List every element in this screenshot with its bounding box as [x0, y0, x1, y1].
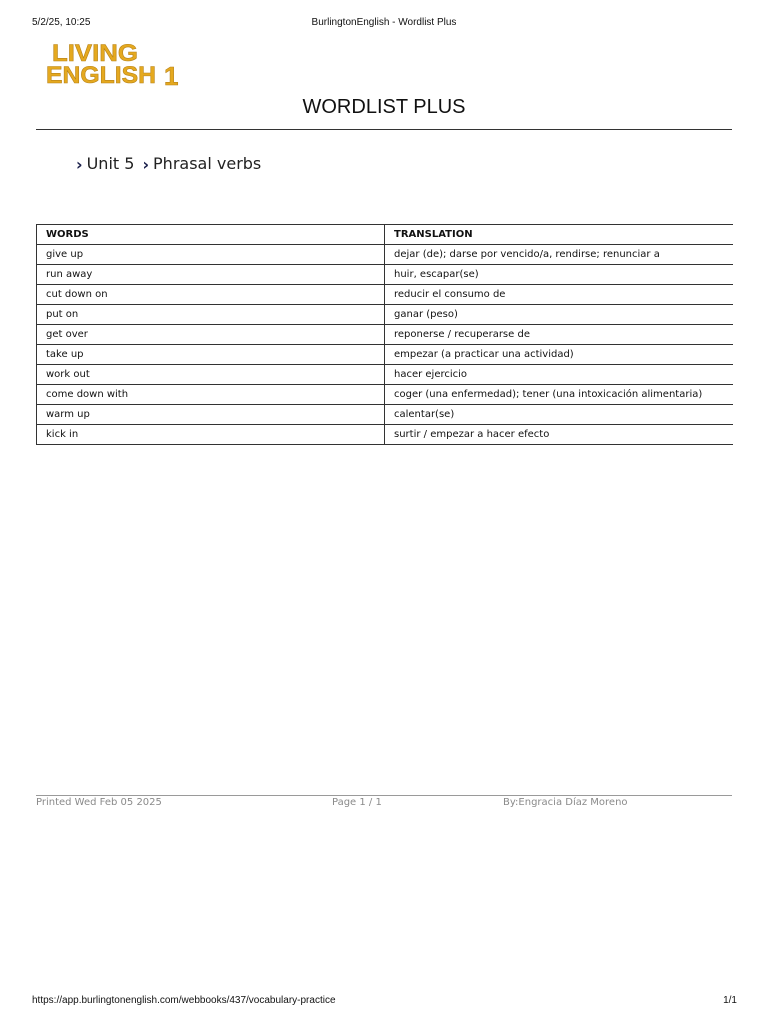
print-footer-url: https://app.burlingtonenglish.com/webbooks/437/vocabulary-practice [32, 995, 336, 1006]
print-header-datetime: 5/2/25, 10:25 [32, 17, 91, 28]
translation-cell: ganar (peso) [385, 305, 734, 325]
table-row [37, 345, 734, 365]
print-header-title: BurlingtonEnglish - Wordlist Plus [311, 17, 457, 28]
breadcrumb-item-unit[interactable] [76, 154, 134, 173]
word-cell: give up [37, 245, 385, 265]
column-header-translation: TRANSLATION [385, 225, 734, 245]
table-row [37, 365, 734, 385]
logo-line2: ENGLISH [46, 62, 156, 89]
table-row [37, 385, 734, 405]
word-cell: cut down on [37, 285, 385, 305]
printed-date: Printed Wed Feb 05 2025 [36, 797, 162, 808]
logo-number: 1 [164, 61, 179, 90]
breadcrumb-label: Unit 5 [86, 154, 135, 173]
title-divider [36, 129, 732, 130]
translation-cell: surtir / empezar a hacer efecto [385, 425, 734, 445]
breadcrumb [76, 154, 269, 173]
translation-cell: dejar (de); darse por vencido/a, rendirse; renunciar a [385, 245, 734, 265]
translation-cell: calentar(se) [385, 405, 734, 425]
logo-line1: LIVING [52, 40, 138, 67]
page-indicator: Page 1 / 1 [332, 797, 382, 808]
translation-cell: coger (una enfermedad); tener (una intoxicación alimentaria) [385, 385, 734, 405]
breadcrumb-label: Phrasal verbs [153, 154, 262, 173]
word-cell: warm up [37, 405, 385, 425]
word-cell: get over [37, 325, 385, 345]
table-row [37, 265, 734, 285]
page-title: WORDLIST PLUS [302, 96, 466, 118]
table-row [37, 425, 734, 445]
word-cell: come down with [37, 385, 385, 405]
translation-cell: hacer ejercicio [385, 365, 734, 385]
author-credit: By:Engracia Díaz Moreno [503, 797, 628, 808]
translation-cell: reducir el consumo de [385, 285, 734, 305]
chevron-right-icon: › [76, 155, 83, 174]
table-header-row [37, 225, 734, 245]
word-cell: work out [37, 365, 385, 385]
table-row [37, 285, 734, 305]
word-cell: kick in [37, 425, 385, 445]
word-cell: put on [37, 305, 385, 325]
table-row [37, 405, 734, 425]
footer-divider [36, 795, 732, 796]
wordlist-table [36, 224, 733, 445]
breadcrumb-item-topic[interactable] [142, 154, 261, 173]
column-header-words: WORDS [37, 225, 385, 245]
chevron-right-icon: › [142, 155, 150, 174]
table-row [37, 245, 734, 265]
word-cell: run away [37, 265, 385, 285]
word-cell: take up [37, 345, 385, 365]
translation-cell: empezar (a practicar una actividad) [385, 345, 734, 365]
table-row [37, 325, 734, 345]
print-footer-page-count: 1/1 [723, 995, 737, 1006]
table-row [37, 305, 734, 325]
living-english-logo [46, 38, 186, 90]
translation-cell: huir, escapar(se) [385, 265, 734, 285]
translation-cell: reponerse / recuperarse de [385, 325, 734, 345]
